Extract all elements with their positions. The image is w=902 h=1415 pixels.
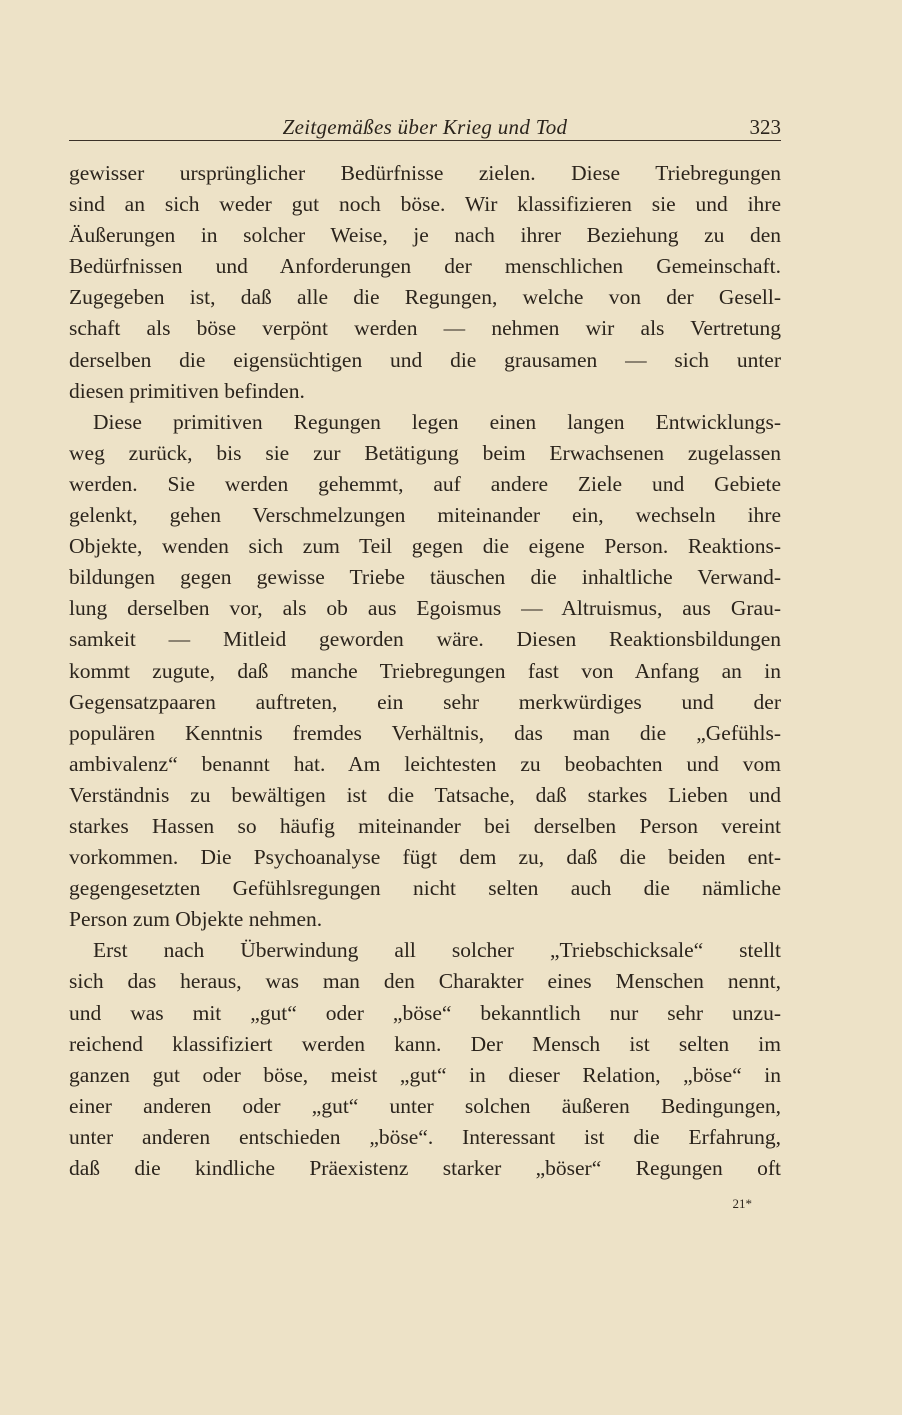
page-number: 323 (749, 115, 781, 139)
text-line: derselben die eigensüchtigen und die grausamen — sich unter (69, 347, 781, 372)
text-line: daß die kindliche Präexistenz starker „böser“ Regungen oft (69, 1156, 781, 1180)
text-line: samkeit — Mitleid geworden wäre. Diesen Reaktionsbildungen (69, 627, 781, 652)
text-line: weg zurück, bis sie zur Betätigung beim Erwachsenen zugelassen (69, 440, 781, 465)
text-line: gelenkt, gehen Verschmelzungen miteinander ein, wechseln ihre (69, 503, 781, 528)
text-line: diesen primitiven befinden. (69, 378, 305, 403)
printer-signature-mark: 21* (732, 1196, 752, 1211)
text-line: sind an sich weder gut noch böse. Wir klassifizieren sie und ihre (69, 192, 781, 217)
paragraph (69, 407, 781, 936)
running-title: Zeitgemäßes über Krieg und Tod (282, 115, 568, 139)
text-line: werden. Sie werden gehemmt, auf andere Ziele und Gebiete (69, 471, 781, 496)
running-head (69, 114, 781, 141)
paragraph (69, 158, 781, 407)
text-line: schaft als böse verpönt werden — nehmen wir als Vertretung (69, 316, 781, 341)
text-line: unter anderen entschieden „böse“. Interessant ist die Erfahrung, (69, 1124, 781, 1149)
text-line: Gegensatzpaaren auftreten, ein sehr merkwürdiges und der (69, 689, 781, 714)
text-line: Zugegeben ist, daß alle die Regungen, welche von der Gesell- (69, 285, 781, 310)
text-line: kommt zugute, daß manche Triebregungen fast von Anfang an in (69, 658, 781, 683)
text-line: Äußerungen in solcher Weise, je nach ihrer Beziehung zu den (69, 223, 781, 248)
text-line: Objekte, wenden sich zum Teil gegen die eigene Person. Reaktions- (69, 534, 781, 559)
text-line: reichend klassifiziert werden kann. Der Mensch ist selten im (69, 1031, 781, 1056)
text-line: einer anderen oder „gut“ unter solchen äußeren Bedingungen, (69, 1093, 781, 1118)
text-line: lung derselben vor, als ob aus Egoismus — Altruismus, aus Grau- (69, 596, 781, 621)
text-line: ambivalenz“ benannt hat. Am leichtesten zu beobachten und vom (69, 751, 781, 776)
text-line: Verständnis zu bewältigen ist die Tatsache, daß starkes Lieben und (69, 782, 781, 807)
text-line: bildungen gegen gewisse Triebe täuschen die inhaltliche Verwand- (69, 565, 781, 590)
text-line: Diese primitiven Regungen legen einen langen Entwicklungs- (93, 409, 781, 434)
body-text (69, 158, 781, 1184)
text-line: gegengesetzten Gefühlsregungen nicht selten auch die nämliche (69, 876, 781, 901)
text-line: starkes Hassen so häufig miteinander bei derselben Person vereint (69, 813, 781, 838)
text-line: ganzen gut oder böse, meist „gut“ in dieser Relation, „böse“ in (69, 1062, 781, 1087)
text-line: populären Kenntnis fremdes Verhältnis, das man die „Gefühls- (69, 720, 781, 745)
text-line: Erst nach Überwindung all solcher „Triebschicksale“ stellt (93, 938, 781, 963)
text-line: Person zum Objekte nehmen. (69, 907, 323, 932)
text-line: vorkommen. Die Psychoanalyse fügt dem zu, daß die beiden ent- (69, 845, 781, 870)
text-line: und was mit „gut“ oder „böse“ bekanntlich nur sehr unzu- (69, 1000, 781, 1025)
paragraph (69, 935, 781, 1184)
text-line: sich das heraus, was man den Charakter eines Menschen nennt, (69, 969, 781, 994)
text-line: gewisser ursprünglicher Bedürfnisse zielen. Diese Triebregungen (69, 161, 781, 185)
text-line: Bedürfnissen und Anforderungen der menschlichen Gemeinschaft. (69, 254, 781, 279)
